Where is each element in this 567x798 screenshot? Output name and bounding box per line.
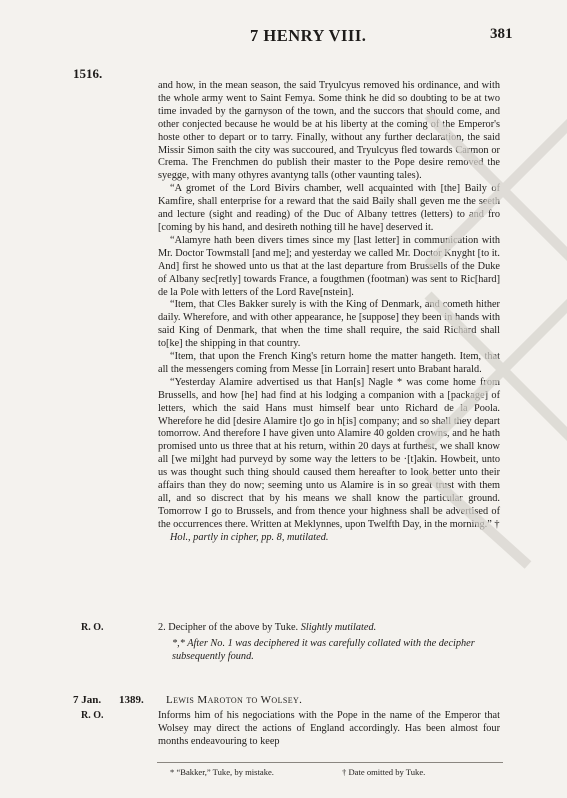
- paragraph: “Yesterday Alamire advertised us that Han[s] Nagle * was come home from Brussells, and how [he] had find at his lodging a companion with a [package] of letters, which the said Hans must himself bear unto Richard de la Poola. Wherefore he did [desire Alamire t]o go in h[is] company; and so shall they depart tomorrow. And therefore I have given unto Alamire 40 golden crowns, and he hath promised unto us three that at his return, within 20 days at furthest, we shall know all [we mi]ght had purveyd by some way the letters to be ·[t]akin. Howbeit, unto us was thought such thing should caused them hereafter to look better unto their affairs than they do now; seeming unto us Alamire is in so great trust with them all, and so discrect that by his means we shall know the particular ground. Tomorrow I go to Brussels, and from thence your highness shall be advertised of the occurrences there. Written at Meklynnes, upon Twelfth Day, in the morning.” †: [158, 376, 500, 530]
- paragraph: and how, in the mean season, the said Tryulcyus removed his ordinance, and with the whole army went to Saint Femya. Some think he did so doubting to be at two time invaded by the garnyson of the town, and the succors that should come, and other conjected because he would be at his liberty at the coming of the Emperor's hoste other to depart or to tarry. Finally, without any further declaration, the said Missir Simon saith the city was succoured, and Tryulcyus fled towards Carmon or Crema. The Frenchmen do publish their master to the Pope desire removed the syegge, with many othyres avantyng talls (other vaunting tales).: [158, 80, 500, 182]
- running-head: [0, 26, 567, 56]
- footnote-2: † Date omitted by Tuke.: [342, 767, 426, 777]
- paragraph: “Item, that upon the French King's return home the matter hangeth. Item, that all the messengers coming from Messe [in Lorrain] resert unto Brabant harald.: [158, 351, 500, 375]
- page-number: 381: [490, 26, 513, 42]
- running-title: 7 HENRY VIII.: [250, 26, 367, 45]
- letter-body: [158, 80, 500, 545]
- paragraph: “Item, that Cles Bakker surely is with the King of Denmark, and cometh hither daily. Wherefore, and with other appearance, he [suppose] they been in hands with said King of Denmark, that when the time shall require, the said Richard shall to[ke] the shipping in that country.: [158, 299, 500, 350]
- entry-number: 1389.: [119, 694, 144, 706]
- entry-heading: [0, 694, 567, 710]
- source-note: Hol., partly in cipher, pp. 8, mutilated.: [170, 531, 329, 543]
- margin-year: 1516.: [73, 66, 103, 81]
- footnote-1: * “Bakker,” Tuke, by mistake.: [170, 767, 274, 777]
- decipher-note-status: Slightly mutilated.: [300, 622, 377, 633]
- margin-ref: R. O.: [81, 622, 104, 633]
- paragraph: “Alamyre hath been divers times since my [last letter] in communication with Mr. Doctor Towmstall [and me]; and yesterday we called Mr. Doctor Knyght [to it. And] first he showed unto us that at the last departure from Brussells of the Duke of Albany sec[retly] towards France, a fougthmen (footman) was sent to Ric[hard] de la Pole with letters of the Lord Rave[nstein].: [158, 234, 500, 298]
- entry-title: Lewis Maroton to Wolsey.: [166, 694, 303, 706]
- collation-note: *,* After No. 1 was deciphered it was carefully collated with the decipher subsequently found.: [172, 638, 475, 662]
- decipher-note-text: 2. Decipher of the above by Tuke.: [158, 622, 299, 633]
- entry-date: 7 Jan.: [73, 694, 102, 706]
- footnote-rule: [157, 762, 503, 763]
- entry-ref: R. O.: [81, 710, 104, 721]
- entry-body: Informs him of his negociations with the Pope in the name of the Emperor that Wolsey may direct the actions of England accordingly. Has been almost four months endeavouring to keep: [158, 710, 500, 747]
- decipher-note: [158, 622, 500, 635]
- paragraph: “A gromet of the Lord Bivirs chamber, well acquainted with [the] Baily of Kamfire, shall enterprise for a reward that the said Baily shall geven me the seeth and lecture (sight and reading) of the Duc of Albany tettres (letters) to and fro [coming by his hand, and desireth nothing till he have] deserved it.: [158, 183, 500, 233]
